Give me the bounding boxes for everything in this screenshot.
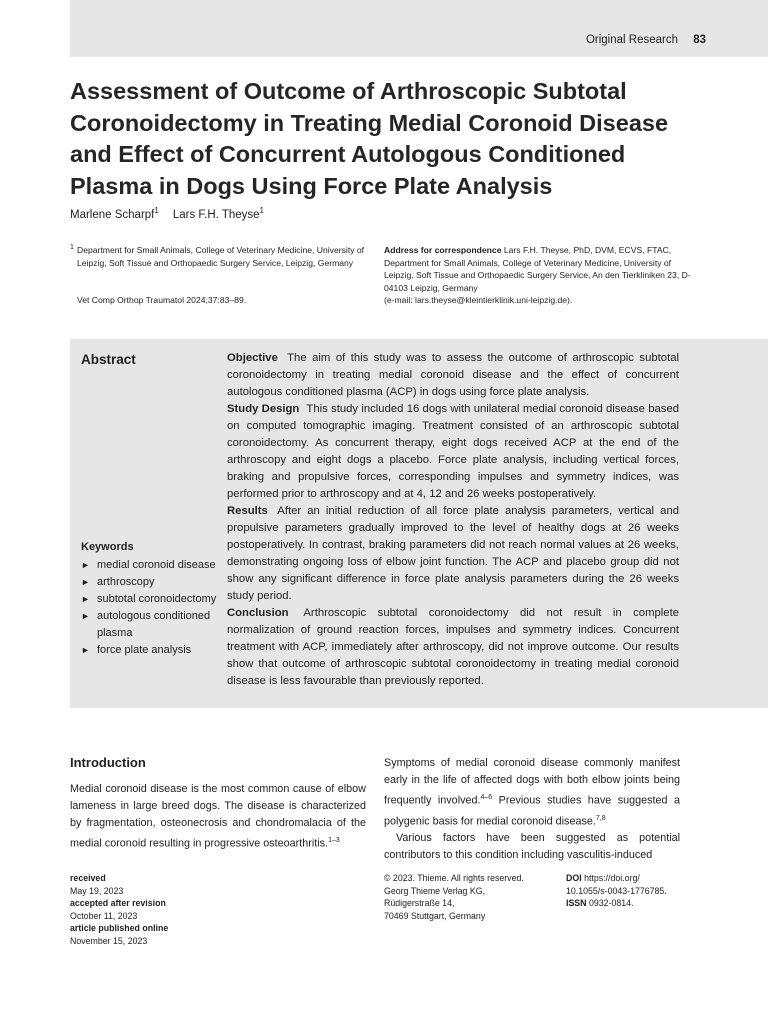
body-paragraph <box>384 755 680 830</box>
article-dates <box>70 872 168 947</box>
abstract-section-text: After an initial reduction of all force plate analysis parameters, vertical and propulsive parameters gradually improved to the level of healthy dogs at 26 weeks postoperatively. In contrast, braking parameters did not reach normal values at 26 weeks, demonstrating ongoing loss of elbow joint function. The ACP and placebo group did not show any significant difference in force plate analysis parameters during the 26 weeks study period. <box>227 505 680 602</box>
identifiers <box>566 872 667 910</box>
correspondence <box>384 244 694 307</box>
keyword-label: arthroscopy <box>97 576 155 588</box>
publisher-street: Rüdigerstraße 14, <box>384 898 455 908</box>
correspondence-email[interactable]: (e-mail: lars.theyse@kleintierklinik.uni-leipzig.de). <box>384 295 573 305</box>
arrow-right-icon: ► <box>81 611 90 621</box>
page-number: 83 <box>693 34 706 46</box>
keyword-label: force plate analysis <box>97 644 192 656</box>
abstract-section <box>227 605 679 690</box>
citation: Vet Comp Orthop Traumatol 2024;37:83–89. <box>77 295 247 305</box>
abstract-section <box>227 503 679 605</box>
abstract-section <box>227 401 679 503</box>
header-bar <box>70 0 768 57</box>
doi-link[interactable]: https://doi.org/ <box>584 873 640 883</box>
reference-superscript[interactable]: 4–6 <box>480 794 493 801</box>
publisher-info <box>384 872 524 922</box>
author-affil-ref: 1 <box>154 206 159 215</box>
body-column-left <box>70 755 366 853</box>
body-column-right <box>384 755 680 864</box>
arrow-right-icon: ► <box>81 560 90 570</box>
online-label: article published online <box>70 923 169 933</box>
article-title: Assessment of Outcome of Arthroscopic Subtotal Coronoidectomy in Treating Medial Coronoid Disease and Effect of Concurrent Autologous Conditioned Plasma in Dogs Using Force Plate Analysis <box>70 78 669 199</box>
keywords-heading: Keywords <box>81 541 134 553</box>
keyword-label: subtotal coronoidectomy <box>97 593 217 605</box>
reference-superscript[interactable]: 1–3 <box>328 837 340 844</box>
correspondence-text: Lars F.H. Theyse, PhD, DVM, ECVS, FTAC, Department for Small Animals, College of Veterinary Medicine, University of Leipzig, Soft Tissue and Orthopaedic Surgery Service, An den Tierkliniken 23, D- 04103 Leipzig, Germany <box>384 245 691 293</box>
keyword-item[interactable] <box>81 591 221 608</box>
abstract-body <box>227 350 679 690</box>
keyword-item[interactable] <box>81 574 221 591</box>
keyword-label: medial coronoid disease <box>97 559 216 571</box>
abstract-heading: Abstract <box>81 352 136 367</box>
author-affil-ref: 1 <box>259 206 264 215</box>
body-paragraph: Various factors have been suggested as potential contributors to this condition including vasculitis-induced <box>384 832 680 862</box>
arrow-right-icon: ► <box>81 577 90 587</box>
arrow-right-icon: ► <box>81 645 90 655</box>
abstract-section-label: Objective <box>227 352 278 364</box>
copyright-line: © 2023. Thieme. All rights reserved. <box>384 873 524 883</box>
keywords-list <box>81 557 221 659</box>
abstract-section-label: Study Design <box>227 403 300 415</box>
abstract-section-label: Results <box>227 505 268 517</box>
revision-date: October 11, 2023 <box>70 910 138 921</box>
affiliation-number: 1 <box>70 244 74 251</box>
author-name[interactable]: Marlene Scharpf <box>70 208 155 221</box>
paragraph-text: Medial coronoid disease is the most common cause of elbow lameness in large breed dogs. The disease is characterized by fragmentation, osteonecrosis and chondromalacia of the medial coronoid resulting in progressive osteoarthritis. <box>70 783 366 850</box>
abstract-section-text: This study included 16 dogs with unilateral medial coronoid disease based on computed tomographic imaging. Treatment consisted of an arthroscopic subtotal coronoidectomy. As concurrent therapy, eight dogs received ACP at the end of the arthroscopy and eight dogs a placebo. Force plate analysis, including vertical forces, braking and propulsive forces, corresponding impulses and symmetry indices, was performed prior to arthroscopy and at 4, 12 and 26 weeks postoperatively. <box>227 403 680 500</box>
arrow-right-icon: ► <box>81 594 90 604</box>
doi-link[interactable]: 10.1055/s-0043-1776785. <box>566 885 667 896</box>
introduction-heading: Introduction <box>70 755 146 770</box>
affiliation-text: Department for Small Animals, College of Veterinary Medicine, University of Leipzig, Soft Tissue and Orthopaedic Surgery Service, Leipzig, Germany <box>77 245 365 268</box>
paragraph-text: Previous studies have suggested a polygenic basis for medial coronoid disease. <box>384 794 680 828</box>
received-date: May 19, 2023 <box>70 885 124 896</box>
publisher-name: Georg Thieme Verlag KG, <box>384 885 486 896</box>
affiliation <box>70 244 370 269</box>
abstract-section-text: The aim of this study was to assess the outcome of arthroscopic subtotal coronoidectomy in treating medial coronoid disease and the effect of concurrent autologous conditioned plasma (ACP) in dogs using force plate analysis. <box>227 352 679 398</box>
doi-label: DOI <box>566 873 582 883</box>
section-label: Original Research <box>585 34 678 46</box>
author-list <box>70 206 264 221</box>
issn-label: ISSN <box>566 898 587 908</box>
keyword-item[interactable] <box>81 557 221 574</box>
paragraph-text: Symptoms of medial coronoid disease commonly manifest early in the life of affected dogs with both elbow joints being frequently involved. <box>384 757 680 807</box>
publisher-city: 70469 Stuttgart, Germany <box>384 910 486 921</box>
reference-superscript[interactable]: 7,8 <box>595 814 606 822</box>
revision-label: accepted after revision <box>70 898 166 908</box>
abstract-box <box>70 339 768 708</box>
abstract-section <box>227 350 679 401</box>
keyword-item[interactable] <box>81 608 221 642</box>
keyword-item[interactable] <box>81 642 221 659</box>
correspondence-label: Address for correspondence <box>384 245 502 255</box>
keyword-label: autologous conditioned plasma <box>97 610 211 639</box>
abstract-section-label: Conclusion <box>227 607 289 619</box>
abstract-section-text: Arthroscopic subtotal coronoidectomy did not result in complete normalization of ground reaction forces, impulses and symmetry indices. Concurrent treatment with ACP, immediately after arthroscopy, did not improve outcome. Our results show that outcome of arthroscopic subtotal coronoidectomy in treating medial coronoid disease is less favourable than previously reported. <box>227 607 679 687</box>
issn-value: 0932-0814. <box>589 898 634 908</box>
received-label: received <box>70 873 106 883</box>
author-name[interactable]: Lars F.H. Theyse <box>172 208 260 221</box>
online-date: November 15, 2023 <box>70 935 148 946</box>
body-paragraph <box>70 781 366 853</box>
